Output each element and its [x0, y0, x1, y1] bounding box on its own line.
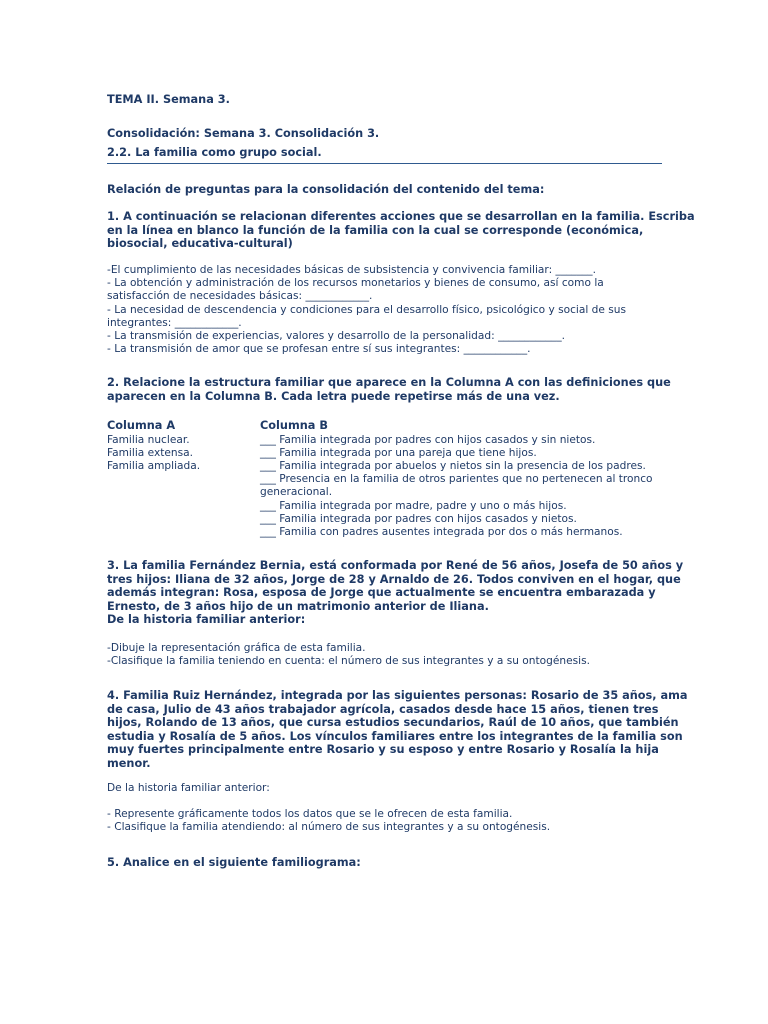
columna-a-header: Columna A	[107, 419, 176, 432]
question-3-line: además integran: Rosa, esposa de Jorge que actualmente se encuentra embarazada y	[107, 586, 656, 599]
question-3-title	[107, 559, 683, 627]
question-3-line: 3. La familia Fernández Bernia, está conformada por René de 56 años, Josefa de 50 años y	[107, 559, 684, 572]
question-1-line: en la línea en blanco la función de la familia con la cual se corresponde (económica,	[107, 223, 644, 237]
columna-b-item: ___ Presencia en la familia de otros parientes que no pertenecen al tronco	[260, 473, 653, 486]
question-4-item: - Clasifique la familia atendiendo: al número de sus integrantes y a su ontogénesis.	[107, 821, 551, 834]
question-4-lead: De la historia familiar anterior:	[107, 782, 270, 794]
question-1-item: integrantes: ____________.	[107, 316, 242, 329]
question-3-line: tres hijos: Iliana de 32 años, Jorge de 28 y Arnaldo de 26. Todos conviven en el hogar, que	[107, 572, 681, 586]
question-1-items	[107, 264, 626, 356]
columna-a-item: Familia ampliada.	[107, 459, 201, 472]
question-4-line: hijos, Rolando de 13 años, que cursa estudios secundarios, Raúl de 10 años, que también	[107, 716, 679, 729]
question-3-item: -Clasifique la familia teniendo en cuenta: el número de sus integrantes y a su ontogénesis.	[107, 655, 590, 668]
columna-b-item: ___ Familia con padres ausentes integrada por dos o más hermanos.	[260, 525, 623, 538]
question-4-line: 4. Familia Ruiz Hernández, integrada por las siguientes personas: Rosario de 35 años, ama	[107, 689, 688, 702]
question-3-line: De la historia familiar anterior:	[107, 613, 306, 626]
columna-b	[260, 419, 670, 539]
question-4-title	[107, 689, 688, 770]
tema-heading: TEMA II. Semana 3.	[107, 93, 230, 106]
columna-b-item: ___ Familia integrada por padres con hijos casados y sin nietos.	[260, 433, 596, 446]
columna-b-item: generacional.	[260, 486, 333, 499]
question-1-title	[107, 210, 695, 251]
question-2-line: 2. Relacione la estructura familiar que aparece en la Columna A con las definiciones que	[107, 376, 671, 389]
question-1-item: - La obtención y administración de los recursos monetarios y bienes de consumo, así como la	[107, 277, 604, 290]
question-4-items	[107, 808, 550, 834]
question-5-title: 5. Analice en el siguiente familiograma:	[107, 856, 361, 869]
question-1-item: -El cumplimiento de las necesidades básicas de subsistencia y convivencia familiar: _______.	[107, 264, 596, 276]
question-1-line: 1. A continuación se relacionan diferentes acciones que se desarrollan en la familia. Escriba	[107, 210, 695, 223]
columna-a-item: Familia nuclear.	[107, 433, 190, 446]
question-1-item: - La transmisión de experiencias, valores y desarrollo de la personalidad: ____________.	[107, 330, 565, 343]
question-3-line: Ernesto, de 3 años hijo de un matrimonio anterior de Iliana.	[107, 599, 489, 613]
question-4-item: - Represente gráficamente todos los datos que se le ofrecen de esta familia.	[107, 808, 513, 820]
intro-text: Relación de preguntas para la consolidación del contenido del tema:	[107, 183, 545, 196]
columna-b-item: ___ Familia integrada por abuelos y nietos sin la presencia de los padres.	[260, 459, 646, 472]
question-3-items	[107, 642, 590, 668]
question-1-item: - La necesidad de descendencia y condiciones para el desarrollo físico, psicológico y social de sus	[107, 303, 627, 316]
columna-a	[107, 419, 257, 473]
question-4-line: de casa, Julio de 43 años trabajador agrícola, casados desde hace 15 años, tienen tres	[107, 702, 659, 716]
question-2-line: aparecen en la Columna B. Cada letra puede repetirse más de una vez.	[107, 389, 560, 403]
question-1-item: satisfacción de necesidades básicas: ____________.	[107, 290, 373, 303]
section-subtitle: 2.2. La familia como grupo social.	[107, 146, 322, 159]
columna-a-item: Familia extensa.	[107, 446, 193, 459]
question-4-line: menor.	[107, 756, 151, 770]
question-4-line: muy fuertes principalmente entre Rosario y su esposo y entre Rosario y Rosalía la hija	[107, 743, 659, 756]
columna-b-header: Columna B	[260, 419, 328, 432]
columna-b-item: ___ Familia integrada por padres con hijos casados y nietos.	[260, 512, 577, 525]
question-3-item: -Dibuje la representación gráfica de esta familia.	[107, 642, 366, 654]
question-1-line: biosocial, educativa-cultural)	[107, 237, 293, 250]
columna-b-item: ___ Familia integrada por una pareja que tiene hijos.	[260, 446, 537, 459]
columna-b-item: ___ Familia integrada por madre, padre y uno o más hijos.	[260, 499, 567, 512]
question-1-item: - La transmisión de amor que se profesan entre sí sus integrantes: ____________.	[107, 343, 531, 356]
question-4-line: estudia y Rosalía de 5 años. Los vínculos familiares entre los integrantes de la familia son	[107, 729, 683, 743]
consolidacion-heading: Consolidación: Semana 3. Consolidación 3.	[107, 127, 380, 140]
question-2-title	[107, 376, 671, 403]
header-divider	[107, 163, 662, 164]
